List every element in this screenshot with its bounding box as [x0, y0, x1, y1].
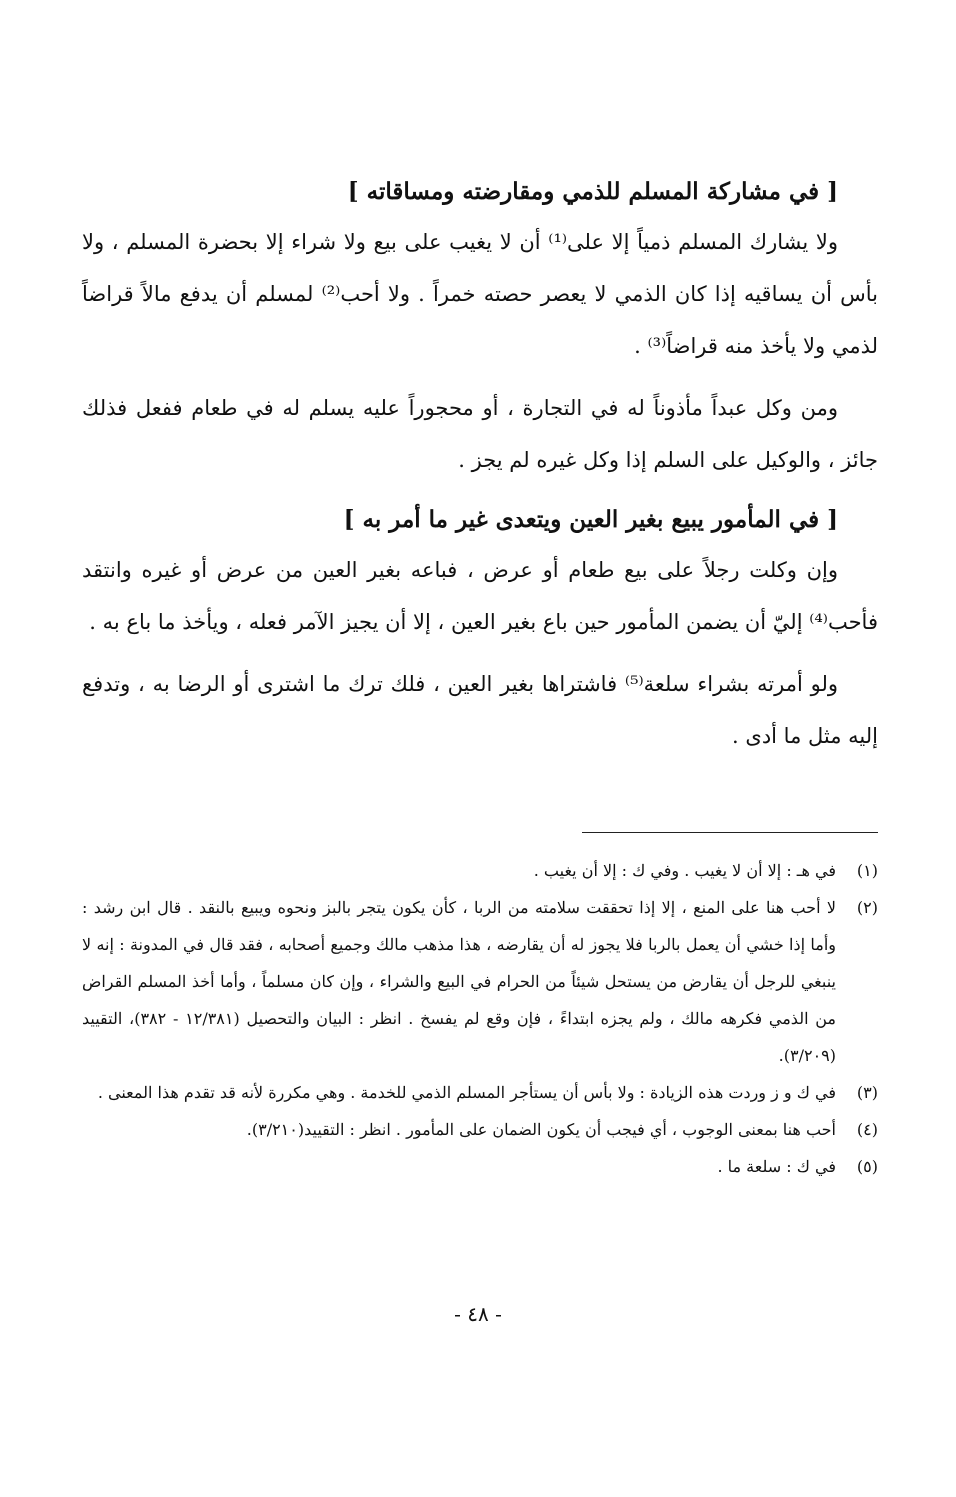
- footnote-number: (٢): [856, 898, 878, 917]
- paragraph-4: ولو أمرته بشراء سلعة⁽⁵⁾ فاشتراها بغير العين ، فلك ترك ما اشترى أو الرضا به ، وتدفع إليه مثل ما أدى .: [82, 672, 878, 748]
- footnote: [82, 1148, 878, 1185]
- footnote-text: أحب هنا بمعنى الوجوب ، أي فيجب أن يكون الضمان على المأمور . انظر : التقييد(٣/٢١٠).: [246, 1120, 836, 1139]
- footnote-number: (٥): [856, 1157, 878, 1176]
- footnote: [82, 852, 878, 889]
- footnote-text: في ك و ز وردت هذه الزيادة : ولا بأس أن يستأجر المسلم الذمي للخدمة . وهي مكررة لأنه قد تقدم هذا المعنى .: [97, 1083, 836, 1102]
- footnote-number: (٣): [856, 1083, 878, 1102]
- paragraph-1: ولا يشارك المسلم ذمياً إلا على⁽¹⁾ أن لا يغيب على بيع ولا شراء إلا بحضرة المسلم ، ولا بأس أن يساقيه إذا كان الذمي لا يعصر حصته خمراً . ولا أحب⁽²⁾ لمسلم أن يدفع مالاً قراضاً لذمي ولا يأخذ منه قراضاً⁽³⁾ .: [82, 230, 878, 358]
- paragraph-3: وإن وكلت رجلاً على بيع طعام أو عرض ، فباعه بغير العين من عرض أو غيره وانتقد فأحب⁽⁴⁾ إليّ أن يضمن المأمور حين باع بغير العين ، إلا أن يجيز الآمر فعله ، ويأخذ ما باع به .: [82, 558, 878, 634]
- section-heading-1: [ في مشاركة المسلم للذمي ومقارضته ومساقاته ]: [347, 178, 838, 205]
- footnote-text: في هـ : إلا أن لا يغيب . وفي ك : إلا أن يغيب .: [533, 861, 836, 880]
- footnote-separator: [582, 832, 878, 833]
- footnote-number: (١): [856, 861, 878, 880]
- section-heading-2: [ في المأمور يبيع بغير العين ويتعدى غير ما أمر به ]: [343, 506, 838, 533]
- paragraph-2: ومن وكل عبداً مأذوناً له في التجارة ، أو محجوراً عليه يسلم له في طعام ففعل فذلك جائز ، والوكيل على السلم إذا وكل غيره لم يجز .: [82, 396, 878, 472]
- footnotes: [82, 852, 878, 1185]
- footnote: [82, 889, 878, 1074]
- main-text: [82, 168, 878, 772]
- footnote: [82, 1074, 878, 1111]
- footnote: [82, 1111, 878, 1148]
- footnote-number: (٤): [856, 1120, 878, 1139]
- page-number: - ٤٨ -: [454, 1302, 502, 1326]
- footnote-text: في ك : سلعة ما .: [717, 1157, 836, 1176]
- footnote-text: لا أحب هنا على المنع ، إلا إذا تحققت سلامته من الربا ، كأن يكون يتجر بالبز ونحوه ويبيع بالنقد . قال ابن رشد : وأما إذا خشي أن يعمل بالربا فلا يجوز له أن يقارضه ، هذا مذهب مالك وجميع أصحابه ، فقد قال في المدونة : إنه لا ينبغي للرجل أن يقارض من يستحل شيئاً من الحرام في البيع والشراء ، وإن كان مسلماً ، وأما أخذ المسلم القراض من الذمي فكرهه مالك ، ولم يجزه ابتداءً ، فإن وقع لم يفسخ . انظر : البيان والتحصيل (١٢/٣٨١ - ٣٨٢)، التقييد (٣/٢٠٩).: [82, 898, 837, 1065]
